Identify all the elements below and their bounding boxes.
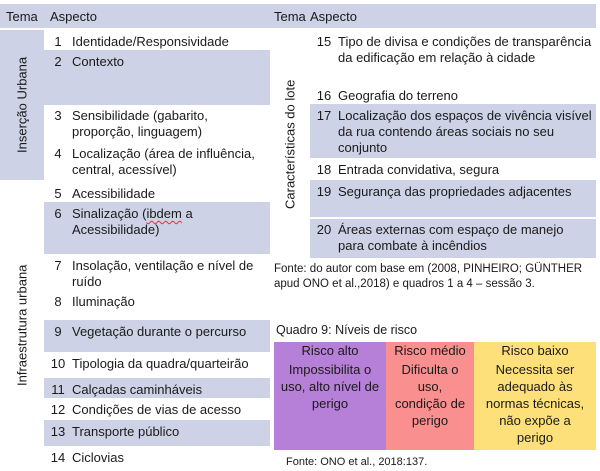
- table-row: 15 Tipo de divisa e condições de transparência da edificação em relação à cidade: [310, 30, 596, 84]
- table-row: 20 Áreas externas com espaço de manejo para combate à incêndios: [310, 218, 596, 258]
- table-row: 18 Entrada convidativa, segura: [310, 158, 596, 180]
- table-row: 1 Identidade/Responsividade: [44, 30, 270, 50]
- table-row: 8 Iluminação: [44, 290, 270, 320]
- table-row: 2 Contexto: [44, 50, 270, 104]
- source-note-risk: Fonte: ONO et al., 2018:137.: [286, 456, 428, 468]
- table-row: 3 Sensibilidade (gabarito, proporção, linguagem): [44, 104, 270, 142]
- right-table-header: [270, 4, 596, 28]
- source-note-table: Fonte: do autor com base em (2008, PINHEIRO; GÜNTHER apud ONO et al.,2018) e quadros 1 a 4 – sessão 3.: [274, 263, 583, 290]
- header-aspecto: Aspecto: [50, 8, 97, 24]
- risk-levels-table: [274, 342, 596, 450]
- risk-medium-header: Risco médio: [386, 342, 474, 359]
- risk-low-description: Necessita ser adequado às normas técnicas, não expõe a perigo: [474, 359, 596, 450]
- risk-high-header: Risco alto: [274, 342, 386, 359]
- group-caracteristicas-do-lote: Características do lote: [270, 30, 310, 258]
- table-row: 12 Condições de vias de acesso: [44, 398, 270, 420]
- table-row: 5 Acessibilidade: [44, 182, 270, 202]
- group-insercao-urbana: Inserção Urbana: [0, 30, 44, 180]
- risk-low-header: Risco baixo: [474, 342, 596, 359]
- table-row: 13 Transporte público: [44, 420, 270, 446]
- header-aspecto: Aspecto: [310, 8, 357, 24]
- header-tema: Tema: [274, 8, 306, 24]
- table-row: 7 Insolação, ventilação e nível de ruído: [44, 254, 270, 290]
- table-row: 16 Geografia do terreno: [310, 84, 596, 104]
- table-row: 17 Localização dos espaços de vivência visível da rua contendo áreas sociais no seu conjunto: [310, 104, 596, 158]
- table-row: 9 Vegetação durante o percurso: [44, 320, 270, 352]
- table-row: 19 Segurança das propriedades adjacentes: [310, 180, 596, 218]
- header-tema: Tema: [6, 8, 38, 24]
- table-row: 11 Calçadas caminháveis: [44, 378, 270, 398]
- table-row: 4 Localização (área de influência, central, acessível): [44, 142, 270, 180]
- risk-high-description: Impossibilita o uso, alto nível de perigo: [274, 359, 386, 450]
- table-row: 14 Ciclovias: [44, 446, 270, 468]
- table-row: 6 Sinalização (ibdem a Acessibilidade): [44, 202, 270, 254]
- group-infraestrutura-urbana: Infraestrutura urbana: [0, 182, 44, 468]
- quadro-title: Quadro 9: Níveis de risco: [276, 323, 418, 337]
- left-table-header: [0, 4, 270, 28]
- table-row: 10 Tipologia da quadra/quarteirão: [44, 352, 270, 378]
- risk-medium-description: Dificulta o uso, condição de perigo: [386, 359, 474, 450]
